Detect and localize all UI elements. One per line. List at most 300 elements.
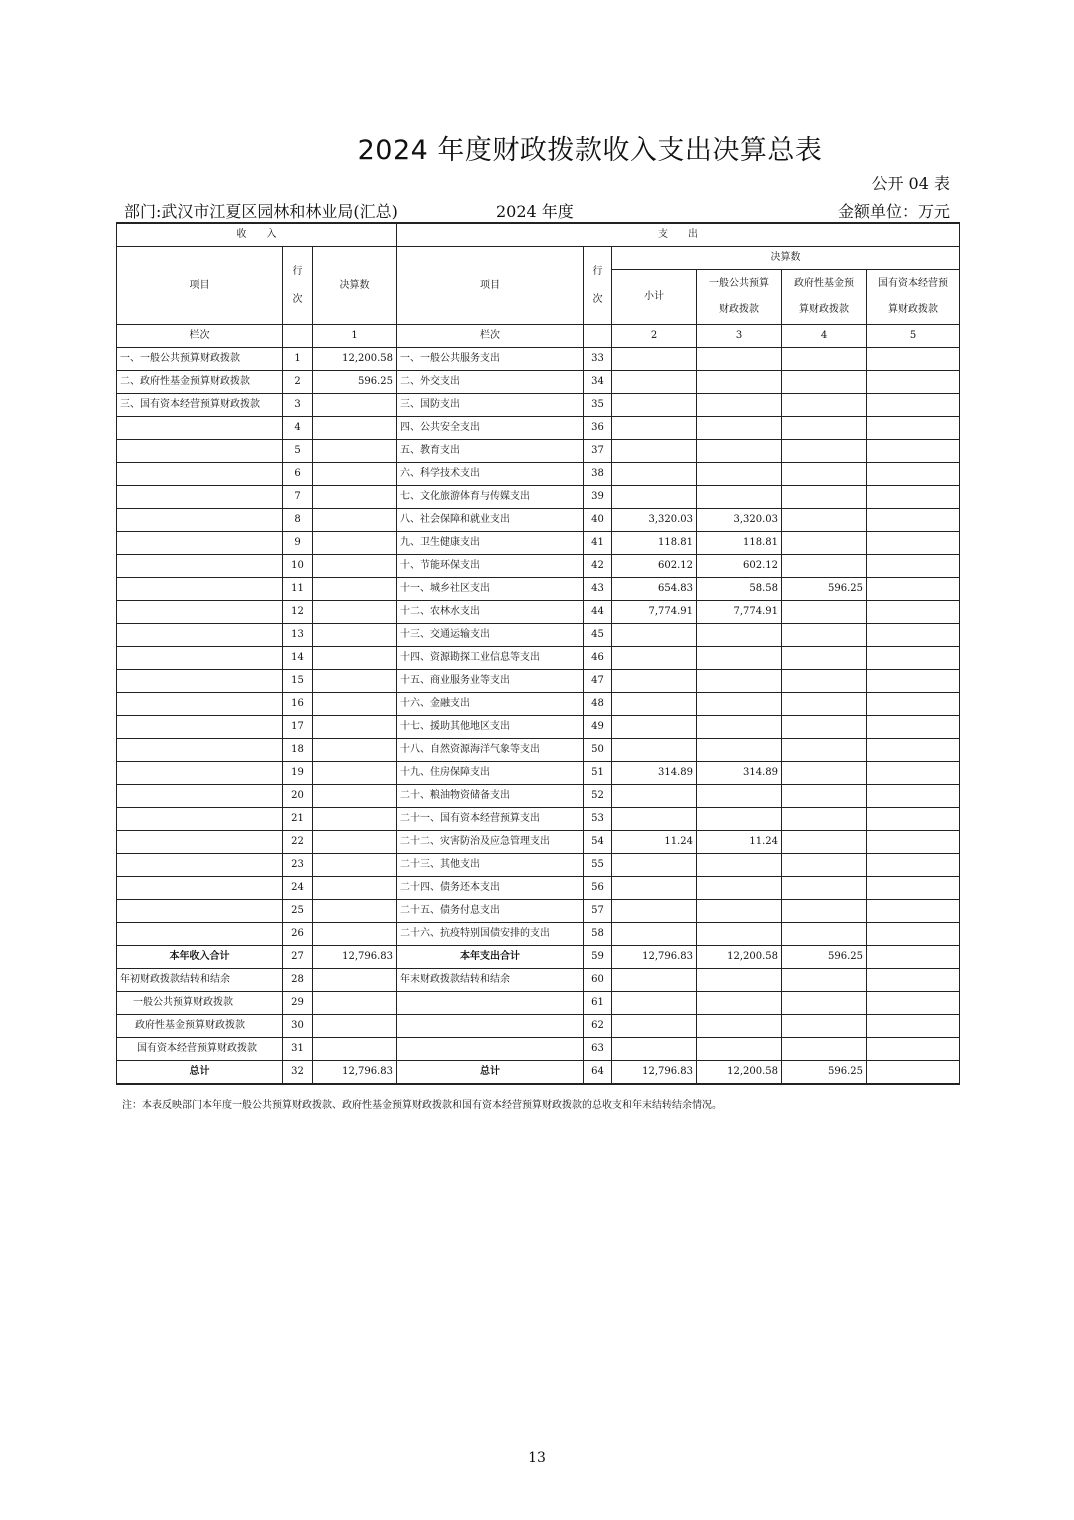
table-cell: 63 [584,1038,612,1061]
expense-item-header: 项目 [397,247,584,325]
table-cell [117,854,283,877]
table-row [117,532,960,555]
table-cell [313,877,397,900]
table-cell: 16 [283,693,313,716]
table-cell [867,463,960,486]
table-cell: 年末财政拨款结转和结余 [397,969,584,992]
table-cell: 二、政府性基金预算财政拨款 [117,371,283,394]
table-cell [612,624,697,647]
table-cell: 33 [584,348,612,371]
table-cell [782,762,867,785]
table-cell: 7 [283,486,313,509]
table-cell [313,900,397,923]
table-cell [867,555,960,578]
table-cell [782,348,867,371]
general-budget-header-line2: 财政拨款 [719,304,760,315]
table-row [117,394,960,417]
table-cell [782,785,867,808]
income-header: 收 入 [117,223,397,247]
column-index-label: 栏次 [117,325,283,348]
table-cell: 十三、交通运输支出 [397,624,584,647]
line-label-bottom: 次 [292,293,303,305]
table-cell [782,923,867,946]
table-cell [697,785,782,808]
table-cell [612,877,697,900]
table-cell [397,1015,584,1038]
budget-table [116,222,960,1085]
table-cell: 13 [283,624,313,647]
table-row [117,739,960,762]
table-cell [697,463,782,486]
table-cell [117,440,283,463]
table-cell [697,877,782,900]
table-cell [612,647,697,670]
table-cell: 国有资本经营预算财政拨款 [117,1038,283,1061]
table-row [117,900,960,923]
table-cell: 27 [283,946,313,969]
table-cell [313,716,397,739]
table-cell [867,900,960,923]
table-cell: 58.58 [697,578,782,601]
table-cell [867,808,960,831]
table-cell: 8 [283,509,313,532]
table-cell [313,670,397,693]
table-row [117,854,960,877]
table-cell [612,670,697,693]
table-cell [867,969,960,992]
table-cell: 十、节能环保支出 [397,555,584,578]
table-cell [782,693,867,716]
table-cell: 一般公共预算财政拨款 [117,992,283,1015]
table-cell [117,486,283,509]
table-cell: 57 [584,900,612,923]
table-cell [867,716,960,739]
table-cell [117,417,283,440]
table-row [117,693,960,716]
table-cell [313,509,397,532]
table-cell: 44 [584,601,612,624]
table-cell [313,831,397,854]
table-cell [313,969,397,992]
table-cell [697,670,782,693]
table-cell [867,854,960,877]
table-cell [697,440,782,463]
table-cell [117,785,283,808]
column-index-5: 5 [867,325,960,348]
table-row [117,555,960,578]
table-cell: 45 [584,624,612,647]
table-cell: 年初财政拨款结转和结余 [117,969,283,992]
table-row [117,831,960,854]
table-cell: 12,200.58 [697,1061,782,1085]
table-cell: 12,796.83 [313,946,397,969]
table-cell [313,647,397,670]
table-cell: 总计 [397,1061,584,1085]
table-cell: 53 [584,808,612,831]
table-cell: 55 [584,854,612,877]
table-cell [867,578,960,601]
table-cell [117,670,283,693]
table-row [117,992,960,1015]
table-cell: 34 [584,371,612,394]
table-cell [782,624,867,647]
table-cell: 6 [283,463,313,486]
table-cell: 51 [584,762,612,785]
table-cell: 十七、援助其他地区支出 [397,716,584,739]
table-cell: 7,774.91 [697,601,782,624]
table-cell: 64 [584,1061,612,1085]
table-cell [697,624,782,647]
table-cell [867,831,960,854]
table-row [117,624,960,647]
table-cell [612,693,697,716]
table-cell: 本年收入合计 [117,946,283,969]
table-cell [782,969,867,992]
table-cell: 二十三、其他支出 [397,854,584,877]
table-cell [697,486,782,509]
table-cell [313,601,397,624]
table-cell: 十六、金融支出 [397,693,584,716]
table-cell: 二十五、债务付息支出 [397,900,584,923]
table-cell [782,532,867,555]
table-cell: 12,796.83 [313,1061,397,1085]
table-cell: 1 [283,348,313,371]
table-cell [117,808,283,831]
state-capital-header-line2: 算财政拨款 [888,304,939,315]
table-cell [782,1038,867,1061]
table-cell [782,670,867,693]
table-cell: 24 [283,877,313,900]
table-cell: 八、社会保障和就业支出 [397,509,584,532]
department-label: 部门:武汉市江夏区园林和林业局(汇总) [124,202,398,221]
table-cell: 43 [584,578,612,601]
table-cell [782,900,867,923]
table-cell [782,854,867,877]
table-cell [697,348,782,371]
table-cell: 41 [584,532,612,555]
table-row [117,647,960,670]
table-cell [867,670,960,693]
table-cell [117,900,283,923]
table-cell: 4 [283,417,313,440]
table-cell [117,624,283,647]
table-cell: 18 [283,739,313,762]
table-cell: 二十四、债务还本支出 [397,877,584,900]
table-cell: 314.89 [697,762,782,785]
table-cell: 15 [283,670,313,693]
table-cell: 59 [584,946,612,969]
state-capital-header-line1: 国有资本经营预 [878,278,949,289]
column-index-3: 3 [697,325,782,348]
table-cell: 七、文化旅游体育与传媒支出 [397,486,584,509]
table-cell: 政府性基金预算财政拨款 [117,1015,283,1038]
table-cell: 十一、城乡社区支出 [397,578,584,601]
table-cell: 9 [283,532,313,555]
table-row [117,463,960,486]
table-cell: 29 [283,992,313,1015]
table-cell [867,371,960,394]
table-cell: 3,320.03 [697,509,782,532]
table-cell [117,877,283,900]
empty-cell [283,325,313,348]
state-capital-header [867,270,960,325]
table-cell: 654.83 [612,578,697,601]
table-cell [867,486,960,509]
table-cell [697,371,782,394]
table-cell: 28 [283,969,313,992]
table-row [117,785,960,808]
column-index-2: 2 [612,325,697,348]
amount-unit: 金额单位：万元 [837,202,950,221]
table-cell [612,348,697,371]
table-cell: 十二、农林水支出 [397,601,584,624]
table-cell: 596.25 [313,371,397,394]
table-cell [867,739,960,762]
table-cell [697,1015,782,1038]
table-cell: 596.25 [782,1061,867,1085]
table-cell [117,693,283,716]
table-cell: 47 [584,670,612,693]
table-cell: 118.81 [697,532,782,555]
table-row [117,1061,960,1085]
table-cell: 3,320.03 [612,509,697,532]
table-cell [697,693,782,716]
table-cell [697,716,782,739]
table-cell [313,808,397,831]
table-cell: 52 [584,785,612,808]
expense-header: 支 出 [397,223,960,247]
table-row [117,716,960,739]
table-cell [782,831,867,854]
table-cell: 7,774.91 [612,601,697,624]
table-cell: 五、教育支出 [397,440,584,463]
table-cell [697,969,782,992]
table-row [117,578,960,601]
table-cell [612,808,697,831]
income-amount-header: 决算数 [313,247,397,325]
table-cell [612,463,697,486]
table-cell [867,762,960,785]
table-cell: 十八、自然资源海洋气象等支出 [397,739,584,762]
table-cell [313,1015,397,1038]
table-cell: 三、国有资本经营预算财政拨款 [117,394,283,417]
table-cell: 35 [584,394,612,417]
table-row [117,601,960,624]
table-cell [612,739,697,762]
table-cell [867,647,960,670]
table-cell: 二十一、国有资本经营预算支出 [397,808,584,831]
table-cell [313,624,397,647]
gov-fund-header-line1: 政府性基金预 [794,278,855,289]
table-cell: 一、一般公共预算财政拨款 [117,348,283,371]
table-cell: 596.25 [782,578,867,601]
table-cell [782,877,867,900]
table-cell [612,394,697,417]
table-cell [313,854,397,877]
table-cell [117,647,283,670]
table-cell: 61 [584,992,612,1015]
general-budget-header-line1: 一般公共预算 [709,278,770,289]
table-cell: 31 [283,1038,313,1061]
table-row [117,877,960,900]
table-cell [612,371,697,394]
table-row [117,946,960,969]
table-cell: 5 [283,440,313,463]
table-cell [117,601,283,624]
table-cell [697,992,782,1015]
table-cell [313,486,397,509]
table-cell: 二十二、灾害防治及应急管理支出 [397,831,584,854]
table-cell [117,739,283,762]
table-cell [782,1015,867,1038]
table-cell [612,1015,697,1038]
table-row [117,348,960,371]
table-cell: 40 [584,509,612,532]
table-cell [782,417,867,440]
table-cell: 3 [283,394,313,417]
table-cell [867,785,960,808]
table-cell: 54 [584,831,612,854]
table-cell: 10 [283,555,313,578]
table-cell [697,808,782,831]
table-row [117,486,960,509]
table-cell [117,509,283,532]
table-cell: 602.12 [612,555,697,578]
table-cell [313,762,397,785]
table-cell [612,716,697,739]
table-cell [117,532,283,555]
table-cell: 二十六、抗疫特别国债安排的支出 [397,923,584,946]
table-cell: 12 [283,601,313,624]
table-cell [867,1015,960,1038]
table-cell: 602.12 [697,555,782,578]
table-cell: 38 [584,463,612,486]
table-cell [397,1038,584,1061]
subtotal-header: 小计 [612,270,697,325]
table-cell [612,486,697,509]
empty-cell [584,325,612,348]
page-number: 13 [528,1450,546,1466]
table-cell [313,463,397,486]
table-row [117,762,960,785]
table-cell [782,486,867,509]
table-cell: 26 [283,923,313,946]
table-cell [313,532,397,555]
table-cell [697,739,782,762]
table-cell: 三、国防支出 [397,394,584,417]
table-cell [117,463,283,486]
table-cell [313,992,397,1015]
table-cell [612,969,697,992]
table-cell [612,900,697,923]
table-cell [782,739,867,762]
table-cell: 21 [283,808,313,831]
table-cell [867,509,960,532]
table-cell [867,992,960,1015]
table-cell: 39 [584,486,612,509]
table-cell [612,440,697,463]
table-cell: 四、公共安全支出 [397,417,584,440]
table-cell: 14 [283,647,313,670]
table-cell: 49 [584,716,612,739]
table-cell [782,463,867,486]
page-title: 2024 年度财政拨款收入支出决算总表 [357,135,823,166]
table-row [117,808,960,831]
table-cell: 12,200.58 [313,348,397,371]
table-cell: 36 [584,417,612,440]
table-cell: 十四、资源勘探工业信息等支出 [397,647,584,670]
table-cell [612,854,697,877]
table-cell [867,1061,960,1085]
table-row [117,1038,960,1061]
table-cell [313,555,397,578]
table-cell [867,348,960,371]
table-cell [697,854,782,877]
table-cell [782,394,867,417]
column-index-4: 4 [782,325,867,348]
table-cell [612,417,697,440]
income-line-header [283,247,313,325]
table-cell: 12,200.58 [697,946,782,969]
fiscal-year: 2024 年度 [496,202,574,221]
table-row [117,440,960,463]
table-cell [612,785,697,808]
table-cell: 17 [283,716,313,739]
table-cell: 25 [283,900,313,923]
table-cell [867,1038,960,1061]
table-cell [867,624,960,647]
table-cell [867,923,960,946]
table-cell [313,394,397,417]
form-number: 公开 04 表 [871,174,950,193]
gov-fund-header-line2: 算财政拨款 [799,304,850,315]
table-row [117,969,960,992]
table-cell [697,900,782,923]
table-cell [612,992,697,1015]
table-cell: 20 [283,785,313,808]
table-note: 注：本表反映部门本年度一般公共预算财政拨款、政府性基金预算财政拨款和国有资本经营预算财政拨款的总收支和年末结转结余情况。 [122,1100,722,1111]
table-cell [867,877,960,900]
table-cell [313,1038,397,1061]
table-cell: 314.89 [612,762,697,785]
table-cell [313,417,397,440]
table-cell [697,647,782,670]
gov-fund-header [782,270,867,325]
table-cell: 596.25 [782,946,867,969]
table-cell [782,509,867,532]
table-cell: 本年支出合计 [397,946,584,969]
table-cell [782,647,867,670]
table-cell: 11 [283,578,313,601]
table-row [117,371,960,394]
table-cell [612,1038,697,1061]
table-cell: 12,796.83 [612,1061,697,1085]
table-cell: 二十、粮油物资储备支出 [397,785,584,808]
table-cell [867,693,960,716]
table-cell: 62 [584,1015,612,1038]
table-cell: 48 [584,693,612,716]
table-cell: 二、外交支出 [397,371,584,394]
table-cell: 一、一般公共服务支出 [397,348,584,371]
table-row [117,417,960,440]
table-cell [782,808,867,831]
table-cell [117,923,283,946]
table-cell [313,923,397,946]
general-budget-header [697,270,782,325]
table-cell: 60 [584,969,612,992]
table-cell [782,716,867,739]
table-cell [313,785,397,808]
